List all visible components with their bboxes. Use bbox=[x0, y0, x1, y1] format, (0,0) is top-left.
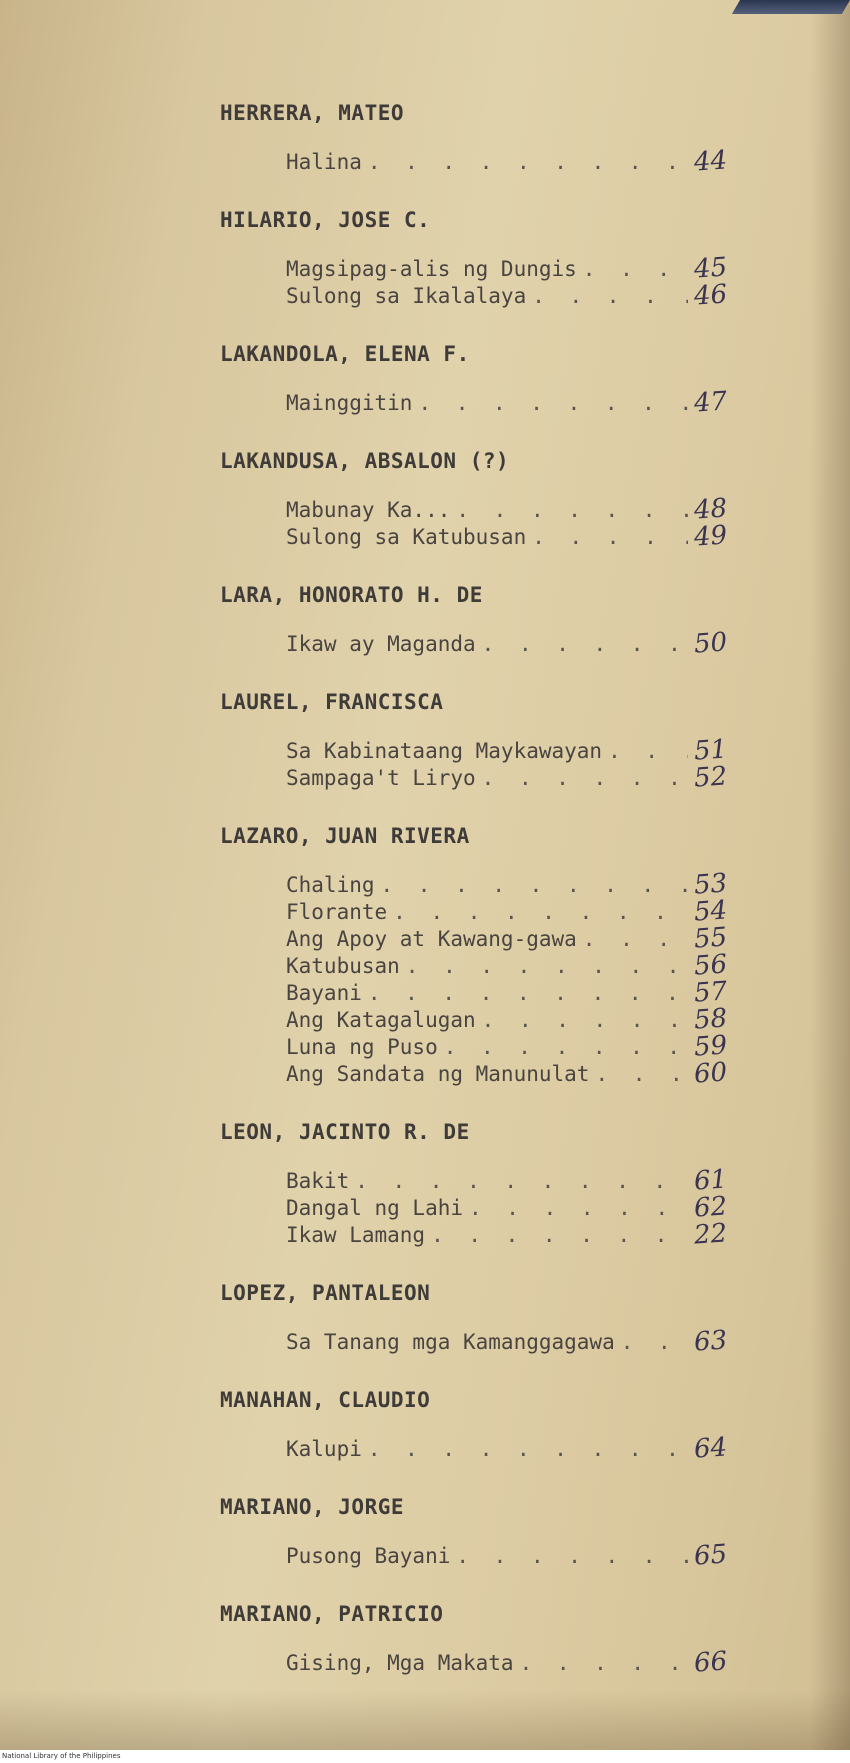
page-number: 45 bbox=[692, 252, 729, 285]
author-heading: HILARIO, JOSE C. bbox=[220, 208, 431, 232]
dot-leader bbox=[532, 283, 688, 310]
page-number: 65 bbox=[692, 1539, 729, 1572]
dot-leader bbox=[456, 1543, 688, 1570]
work-title: Bayani bbox=[286, 981, 362, 1005]
toc-entry bbox=[286, 627, 742, 660]
author-heading: LAKANDUSA, ABSALON (?) bbox=[220, 449, 510, 473]
dot-leader bbox=[482, 1007, 688, 1034]
works-list bbox=[286, 252, 800, 312]
page-number: 52 bbox=[692, 761, 729, 794]
table-of-contents bbox=[220, 96, 800, 1704]
toc-entry bbox=[286, 868, 742, 901]
works-list bbox=[286, 1164, 800, 1251]
page-number: 63 bbox=[692, 1325, 729, 1358]
works-list bbox=[286, 1325, 800, 1358]
work-title: Ikaw Lamang bbox=[286, 1223, 426, 1247]
page-number: 49 bbox=[692, 520, 729, 553]
toc-entry bbox=[286, 1539, 742, 1572]
work-title: Pusong Bayani bbox=[286, 1544, 451, 1568]
work-title: Mainggitin bbox=[286, 391, 413, 415]
dot-leader bbox=[368, 1436, 688, 1463]
toc-entry bbox=[286, 976, 742, 1009]
author-heading: LAZARO, JUAN RIVERA bbox=[220, 824, 470, 848]
page-number: 51 bbox=[692, 734, 729, 767]
page-number: 59 bbox=[692, 1030, 729, 1063]
toc-entry bbox=[286, 386, 742, 419]
dot-leader bbox=[532, 524, 688, 551]
dot-leader bbox=[393, 899, 688, 926]
page-number: 44 bbox=[692, 145, 729, 178]
toc-entry bbox=[286, 1057, 742, 1090]
dot-leader bbox=[355, 1168, 688, 1195]
work-title: Ang Apoy at Kawang-gawa bbox=[286, 927, 577, 951]
author-heading: MARIANO, JORGE bbox=[220, 1495, 405, 1519]
page-number: 55 bbox=[692, 922, 729, 955]
page-number: 54 bbox=[692, 895, 729, 928]
author-heading: MARIANO, PATRICIO bbox=[220, 1602, 444, 1626]
works-list bbox=[286, 1432, 800, 1465]
page-corner-shadow bbox=[732, 0, 850, 14]
work-title: Dangal ng Lahi bbox=[286, 1196, 464, 1220]
page-number: 46 bbox=[692, 279, 729, 312]
dot-leader bbox=[469, 1195, 688, 1222]
toc-entry bbox=[286, 1646, 742, 1679]
toc-entry bbox=[286, 279, 742, 312]
dot-leader bbox=[583, 926, 688, 953]
author-heading: LAKANDOLA, ELENA F. bbox=[220, 342, 470, 366]
work-title: Kalupi bbox=[286, 1437, 362, 1461]
toc-entry bbox=[286, 922, 742, 955]
page-number: 47 bbox=[692, 386, 729, 419]
works-list bbox=[286, 386, 800, 419]
dot-leader bbox=[381, 872, 688, 899]
toc-entry bbox=[286, 1191, 742, 1224]
page-number: 64 bbox=[692, 1432, 729, 1465]
page-number: 48 bbox=[692, 493, 729, 526]
dot-leader bbox=[418, 390, 688, 417]
work-title: Ikaw ay Maganda bbox=[286, 632, 476, 656]
work-title: Chaling bbox=[286, 873, 375, 897]
author-heading: LOPEZ, PANTALEON bbox=[220, 1281, 431, 1305]
dot-leader bbox=[595, 1061, 688, 1088]
work-title: Ang Sandata ng Manunulat bbox=[286, 1062, 590, 1086]
toc-entry bbox=[286, 520, 742, 553]
toc-entry bbox=[286, 1218, 742, 1251]
work-title: Ang Katagalugan bbox=[286, 1008, 476, 1032]
toc-entry bbox=[286, 1164, 742, 1197]
page-number: 57 bbox=[692, 976, 729, 1009]
work-title: Bakit bbox=[286, 1169, 350, 1193]
toc-entry bbox=[286, 1432, 742, 1465]
dot-leader bbox=[482, 631, 688, 658]
toc-entry bbox=[286, 949, 742, 982]
works-list bbox=[286, 1539, 800, 1572]
dot-leader bbox=[608, 738, 688, 765]
work-title: Sa Tanang mga Kamanggagawa bbox=[286, 1330, 615, 1354]
author-heading: HERRERA, MATEO bbox=[220, 101, 405, 125]
work-title: Sa Kabinataang Maykawayan bbox=[286, 739, 603, 763]
toc-entry bbox=[286, 1030, 742, 1063]
author-heading: LEON, JACINTO R. DE bbox=[220, 1120, 470, 1144]
toc-entry bbox=[286, 252, 742, 285]
work-title: Gising, Mga Makata bbox=[286, 1651, 514, 1675]
works-list bbox=[286, 493, 800, 553]
toc-entry bbox=[286, 1325, 742, 1358]
dot-leader bbox=[444, 1034, 688, 1061]
dot-leader bbox=[621, 1329, 688, 1356]
works-list bbox=[286, 734, 800, 794]
page-number: 22 bbox=[692, 1218, 729, 1251]
works-list bbox=[286, 1646, 800, 1679]
dot-leader bbox=[368, 980, 688, 1007]
toc-entry bbox=[286, 1003, 742, 1036]
work-title: Luna ng Puso bbox=[286, 1035, 438, 1059]
toc-entry bbox=[286, 493, 742, 526]
work-title: Sulong sa Ikalalaya bbox=[286, 284, 527, 308]
page-number: 66 bbox=[692, 1646, 729, 1679]
work-title: Magsipag-alis ng Dungis bbox=[286, 257, 577, 281]
dot-leader bbox=[431, 1222, 688, 1249]
work-title: Katubusan bbox=[286, 954, 400, 978]
works-list bbox=[286, 627, 800, 660]
work-title: Sulong sa Katubusan bbox=[286, 525, 527, 549]
page-number: 53 bbox=[692, 868, 729, 901]
work-title: Florante bbox=[286, 900, 388, 924]
toc-entry bbox=[286, 145, 742, 178]
toc-entry bbox=[286, 895, 742, 928]
page-number: 56 bbox=[692, 949, 729, 982]
works-list bbox=[286, 868, 800, 1090]
page-number: 50 bbox=[692, 627, 729, 660]
footer-credit: National Library of the Philippines bbox=[2, 1752, 121, 1760]
dot-leader bbox=[520, 1650, 688, 1677]
work-title: Sampaga't Liryo bbox=[286, 766, 476, 790]
dot-leader bbox=[456, 497, 688, 524]
toc-entry bbox=[286, 761, 742, 794]
works-list bbox=[286, 145, 800, 178]
author-heading: LAUREL, FRANCISCA bbox=[220, 690, 444, 714]
dot-leader bbox=[368, 149, 688, 176]
dot-leader bbox=[482, 765, 688, 792]
dot-leader bbox=[583, 256, 688, 283]
work-title: Mabunay Ka... bbox=[286, 498, 451, 522]
author-heading: LARA, HONORATO H. DE bbox=[220, 583, 483, 607]
page-number: 58 bbox=[692, 1003, 729, 1036]
dot-leader bbox=[406, 953, 688, 980]
page-number: 62 bbox=[692, 1191, 729, 1224]
toc-entry bbox=[286, 734, 742, 767]
page-number: 61 bbox=[692, 1164, 729, 1197]
page-number: 60 bbox=[692, 1057, 729, 1090]
work-title: Halina bbox=[286, 150, 362, 174]
author-heading: MANAHAN, CLAUDIO bbox=[220, 1388, 431, 1412]
